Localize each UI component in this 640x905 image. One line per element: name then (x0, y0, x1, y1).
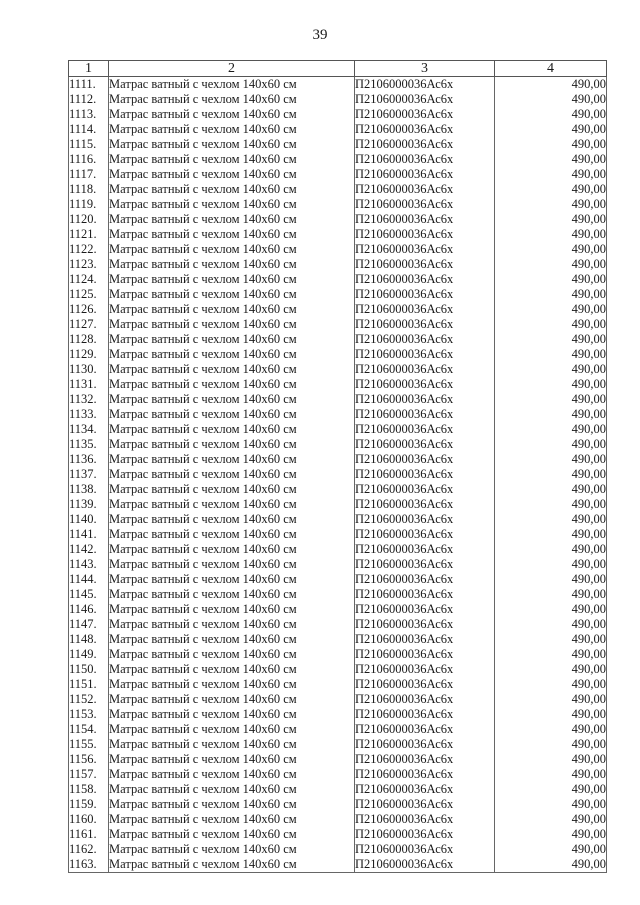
item-code: П2106000036Ас6х (355, 467, 495, 482)
item-price: 490,00 (495, 212, 607, 227)
table-row (69, 467, 607, 482)
column-header-3: 3 (355, 61, 495, 77)
item-price: 490,00 (495, 77, 607, 93)
item-price: 490,00 (495, 467, 607, 482)
row-number: 1117. (69, 167, 109, 182)
item-name: Матрас ватный с чехлом 140х60 см (109, 362, 355, 377)
table-row (69, 152, 607, 167)
item-code: П2106000036Ас6х (355, 182, 495, 197)
table-row (69, 707, 607, 722)
item-name: Матрас ватный с чехлом 140х60 см (109, 857, 355, 873)
row-number: 1113. (69, 107, 109, 122)
table-row (69, 722, 607, 737)
item-code: П2106000036Ас6х (355, 332, 495, 347)
item-name: Матрас ватный с чехлом 140х60 см (109, 497, 355, 512)
row-number: 1121. (69, 227, 109, 242)
item-price: 490,00 (495, 407, 607, 422)
item-name: Матрас ватный с чехлом 140х60 см (109, 347, 355, 362)
row-number: 1148. (69, 632, 109, 647)
item-name: Матрас ватный с чехлом 140х60 см (109, 842, 355, 857)
item-code: П2106000036Ас6х (355, 272, 495, 287)
item-code: П2106000036Ас6х (355, 677, 495, 692)
item-price: 490,00 (495, 437, 607, 452)
item-name: Матрас ватный с чехлом 140х60 см (109, 452, 355, 467)
table-row (69, 647, 607, 662)
item-code: П2106000036Ас6х (355, 497, 495, 512)
row-number: 1131. (69, 377, 109, 392)
item-name: Матрас ватный с чехлом 140х60 см (109, 587, 355, 602)
item-code: П2106000036Ас6х (355, 647, 495, 662)
item-name: Матрас ватный с чехлом 140х60 см (109, 287, 355, 302)
table-row (69, 302, 607, 317)
item-code: П2106000036Ас6х (355, 227, 495, 242)
row-number: 1132. (69, 392, 109, 407)
row-number: 1147. (69, 617, 109, 632)
table-row (69, 227, 607, 242)
table-row (69, 242, 607, 257)
item-code: П2106000036Ас6х (355, 617, 495, 632)
row-number: 1158. (69, 782, 109, 797)
row-number: 1118. (69, 182, 109, 197)
item-code: П2106000036Ас6х (355, 512, 495, 527)
table-row (69, 77, 607, 93)
item-code: П2106000036Ас6х (355, 572, 495, 587)
item-code: П2106000036Ас6х (355, 317, 495, 332)
item-name: Матрас ватный с чехлом 140х60 см (109, 632, 355, 647)
item-code: П2106000036Ас6х (355, 842, 495, 857)
row-number: 1124. (69, 272, 109, 287)
item-name: Матрас ватный с чехлом 140х60 см (109, 317, 355, 332)
row-number: 1128. (69, 332, 109, 347)
table-row (69, 692, 607, 707)
item-price: 490,00 (495, 92, 607, 107)
row-number: 1114. (69, 122, 109, 137)
item-name: Матрас ватный с чехлом 140х60 см (109, 377, 355, 392)
item-name: Матрас ватный с чехлом 140х60 см (109, 812, 355, 827)
item-price: 490,00 (495, 767, 607, 782)
item-code: П2106000036Ас6х (355, 257, 495, 272)
item-code: П2106000036Ас6х (355, 107, 495, 122)
row-number: 1111. (69, 77, 109, 93)
item-code: П2106000036Ас6х (355, 422, 495, 437)
table-row (69, 827, 607, 842)
row-number: 1135. (69, 437, 109, 452)
item-code: П2106000036Ас6х (355, 377, 495, 392)
item-price: 490,00 (495, 692, 607, 707)
item-name: Матрас ватный с чехлом 140х60 см (109, 242, 355, 257)
table-body (69, 77, 607, 873)
table-row (69, 452, 607, 467)
item-name: Матрас ватный с чехлом 140х60 см (109, 182, 355, 197)
item-name: Матрас ватный с чехлом 140х60 см (109, 602, 355, 617)
row-number: 1151. (69, 677, 109, 692)
item-name: Матрас ватный с чехлом 140х60 см (109, 512, 355, 527)
item-name: Матрас ватный с чехлом 140х60 см (109, 707, 355, 722)
row-number: 1154. (69, 722, 109, 737)
item-code: П2106000036Ас6х (355, 392, 495, 407)
item-price: 490,00 (495, 737, 607, 752)
row-number: 1157. (69, 767, 109, 782)
item-price: 490,00 (495, 542, 607, 557)
item-code: П2106000036Ас6х (355, 242, 495, 257)
table-row (69, 572, 607, 587)
item-price: 490,00 (495, 137, 607, 152)
item-price: 490,00 (495, 842, 607, 857)
item-name: Матрас ватный с чехлом 140х60 см (109, 77, 355, 93)
item-price: 490,00 (495, 227, 607, 242)
table-row (69, 587, 607, 602)
row-number: 1126. (69, 302, 109, 317)
item-name: Матрас ватный с чехлом 140х60 см (109, 167, 355, 182)
item-price: 490,00 (495, 797, 607, 812)
row-number: 1129. (69, 347, 109, 362)
item-code: П2106000036Ас6х (355, 197, 495, 212)
item-code: П2106000036Ас6х (355, 92, 495, 107)
item-name: Матрас ватный с чехлом 140х60 см (109, 392, 355, 407)
table-row (69, 737, 607, 752)
item-name: Матрас ватный с чехлом 140х60 см (109, 137, 355, 152)
page-number: 39 (312, 27, 328, 43)
item-code: П2106000036Ас6х (355, 812, 495, 827)
item-name: Матрас ватный с чехлом 140х60 см (109, 122, 355, 137)
row-number: 1143. (69, 557, 109, 572)
row-number: 1153. (69, 707, 109, 722)
row-number: 1134. (69, 422, 109, 437)
row-number: 1116. (69, 152, 109, 167)
item-code: П2106000036Ас6х (355, 137, 495, 152)
item-code: П2106000036Ас6х (355, 527, 495, 542)
item-code: П2106000036Ас6х (355, 287, 495, 302)
item-code: П2106000036Ас6х (355, 347, 495, 362)
item-code: П2106000036Ас6х (355, 302, 495, 317)
item-price: 490,00 (495, 362, 607, 377)
column-header-1: 1 (69, 61, 109, 77)
item-name: Матрас ватный с чехлом 140х60 см (109, 677, 355, 692)
item-price: 490,00 (495, 317, 607, 332)
item-code: П2106000036Ас6х (355, 407, 495, 422)
item-price: 490,00 (495, 647, 607, 662)
row-number: 1160. (69, 812, 109, 827)
table-row (69, 317, 607, 332)
item-code: П2106000036Ас6х (355, 767, 495, 782)
row-number: 1145. (69, 587, 109, 602)
table-row (69, 497, 607, 512)
item-price: 490,00 (495, 167, 607, 182)
table-row (69, 272, 607, 287)
item-code: П2106000036Ас6х (355, 152, 495, 167)
item-price: 490,00 (495, 152, 607, 167)
row-number: 1127. (69, 317, 109, 332)
column-header-4: 4 (495, 61, 607, 77)
table-row (69, 812, 607, 827)
table-row (69, 347, 607, 362)
item-price: 490,00 (495, 182, 607, 197)
inventory-table (68, 60, 607, 873)
table-row (69, 107, 607, 122)
table-row (69, 257, 607, 272)
item-name: Матрас ватный с чехлом 140х60 см (109, 572, 355, 587)
item-price: 490,00 (495, 677, 607, 692)
item-code: П2106000036Ас6х (355, 827, 495, 842)
item-code: П2106000036Ас6х (355, 482, 495, 497)
item-code: П2106000036Ас6х (355, 692, 495, 707)
item-name: Матрас ватный с чехлом 140х60 см (109, 542, 355, 557)
item-name: Матрас ватный с чехлом 140х60 см (109, 197, 355, 212)
item-price: 490,00 (495, 482, 607, 497)
item-price: 490,00 (495, 527, 607, 542)
row-number: 1162. (69, 842, 109, 857)
item-price: 490,00 (495, 197, 607, 212)
item-name: Матрас ватный с чехлом 140х60 см (109, 827, 355, 842)
table-row (69, 182, 607, 197)
table-row (69, 677, 607, 692)
item-price: 490,00 (495, 377, 607, 392)
item-price: 490,00 (495, 302, 607, 317)
item-price: 490,00 (495, 422, 607, 437)
table-row (69, 362, 607, 377)
item-code: П2106000036Ас6х (355, 662, 495, 677)
row-number: 1142. (69, 542, 109, 557)
table-row (69, 92, 607, 107)
item-price: 490,00 (495, 707, 607, 722)
row-number: 1156. (69, 752, 109, 767)
item-price: 490,00 (495, 722, 607, 737)
item-price: 490,00 (495, 452, 607, 467)
row-number: 1119. (69, 197, 109, 212)
table-row (69, 782, 607, 797)
item-code: П2106000036Ас6х (355, 632, 495, 647)
table-row (69, 392, 607, 407)
item-name: Матрас ватный с чехлом 140х60 см (109, 212, 355, 227)
item-code: П2106000036Ас6х (355, 452, 495, 467)
item-price: 490,00 (495, 287, 607, 302)
row-number: 1123. (69, 257, 109, 272)
row-number: 1125. (69, 287, 109, 302)
item-name: Матрас ватный с чехлом 140х60 см (109, 527, 355, 542)
item-price: 490,00 (495, 257, 607, 272)
table-row (69, 407, 607, 422)
item-price: 490,00 (495, 347, 607, 362)
item-price: 490,00 (495, 512, 607, 527)
item-price: 490,00 (495, 587, 607, 602)
row-number: 1115. (69, 137, 109, 152)
item-price: 490,00 (495, 662, 607, 677)
table-row (69, 752, 607, 767)
item-name: Матрас ватный с чехлом 140х60 см (109, 797, 355, 812)
item-name: Матрас ватный с чехлом 140х60 см (109, 647, 355, 662)
item-name: Матрас ватный с чехлом 140х60 см (109, 752, 355, 767)
item-code: П2106000036Ас6х (355, 77, 495, 93)
row-number: 1122. (69, 242, 109, 257)
table-row (69, 287, 607, 302)
item-code: П2106000036Ас6х (355, 602, 495, 617)
table-row (69, 482, 607, 497)
item-code: П2106000036Ас6х (355, 752, 495, 767)
item-name: Матрас ватный с чехлом 140х60 см (109, 302, 355, 317)
item-price: 490,00 (495, 272, 607, 287)
row-number: 1152. (69, 692, 109, 707)
table-row (69, 122, 607, 137)
item-price: 490,00 (495, 392, 607, 407)
item-price: 490,00 (495, 572, 607, 587)
table-row (69, 842, 607, 857)
item-name: Матрас ватный с чехлом 140х60 см (109, 557, 355, 572)
table-row (69, 797, 607, 812)
table-row (69, 557, 607, 572)
item-price: 490,00 (495, 107, 607, 122)
item-price: 490,00 (495, 617, 607, 632)
item-name: Матрас ватный с чехлом 140х60 см (109, 782, 355, 797)
item-name: Матрас ватный с чехлом 140х60 см (109, 152, 355, 167)
item-code: П2106000036Ас6х (355, 122, 495, 137)
column-header-2: 2 (109, 61, 355, 77)
item-price: 490,00 (495, 332, 607, 347)
table-row (69, 602, 607, 617)
row-number: 1130. (69, 362, 109, 377)
item-code: П2106000036Ас6х (355, 212, 495, 227)
table-row (69, 857, 607, 873)
item-name: Матрас ватный с чехлом 140х60 см (109, 482, 355, 497)
item-name: Матрас ватный с чехлом 140х60 см (109, 767, 355, 782)
item-name: Матрас ватный с чехлом 140х60 см (109, 662, 355, 677)
item-price: 490,00 (495, 557, 607, 572)
row-number: 1149. (69, 647, 109, 662)
row-number: 1150. (69, 662, 109, 677)
item-price: 490,00 (495, 497, 607, 512)
table-row (69, 167, 607, 182)
item-name: Матрас ватный с чехлом 140х60 см (109, 257, 355, 272)
row-number: 1161. (69, 827, 109, 842)
item-name: Матрас ватный с чехлом 140х60 см (109, 407, 355, 422)
item-name: Матрас ватный с чехлом 140х60 см (109, 107, 355, 122)
item-price: 490,00 (495, 122, 607, 137)
item-price: 490,00 (495, 782, 607, 797)
row-number: 1163. (69, 857, 109, 873)
item-name: Матрас ватный с чехлом 140х60 см (109, 722, 355, 737)
table-row (69, 542, 607, 557)
item-code: П2106000036Ас6х (355, 857, 495, 873)
item-price: 490,00 (495, 812, 607, 827)
item-price: 490,00 (495, 827, 607, 842)
item-code: П2106000036Ас6х (355, 167, 495, 182)
row-number: 1137. (69, 467, 109, 482)
item-code: П2106000036Ас6х (355, 797, 495, 812)
row-number: 1133. (69, 407, 109, 422)
table-row (69, 197, 607, 212)
table-row (69, 662, 607, 677)
row-number: 1159. (69, 797, 109, 812)
row-number: 1136. (69, 452, 109, 467)
row-number: 1155. (69, 737, 109, 752)
row-number: 1120. (69, 212, 109, 227)
item-code: П2106000036Ас6х (355, 587, 495, 602)
item-name: Матрас ватный с чехлом 140х60 см (109, 332, 355, 347)
table-row (69, 527, 607, 542)
table-row (69, 632, 607, 647)
item-price: 490,00 (495, 857, 607, 873)
item-name: Матрас ватный с чехлом 140х60 см (109, 437, 355, 452)
item-name: Матрас ватный с чехлом 140х60 см (109, 467, 355, 482)
table-row (69, 767, 607, 782)
table-row (69, 377, 607, 392)
header-row (69, 61, 607, 77)
table-row (69, 212, 607, 227)
item-code: П2106000036Ас6х (355, 707, 495, 722)
item-name: Матрас ватный с чехлом 140х60 см (109, 617, 355, 632)
row-number: 1140. (69, 512, 109, 527)
item-name: Матрас ватный с чехлом 140х60 см (109, 92, 355, 107)
item-name: Матрас ватный с чехлом 140х60 см (109, 692, 355, 707)
item-code: П2106000036Ас6х (355, 737, 495, 752)
item-price: 490,00 (495, 632, 607, 647)
item-code: П2106000036Ас6х (355, 557, 495, 572)
row-number: 1144. (69, 572, 109, 587)
item-code: П2106000036Ас6х (355, 722, 495, 737)
item-code: П2106000036Ас6х (355, 782, 495, 797)
row-number: 1138. (69, 482, 109, 497)
table-row (69, 137, 607, 152)
row-number: 1146. (69, 602, 109, 617)
item-name: Матрас ватный с чехлом 140х60 см (109, 272, 355, 287)
table-row (69, 512, 607, 527)
item-name: Матрас ватный с чехлом 140х60 см (109, 227, 355, 242)
table-row (69, 437, 607, 452)
row-number: 1139. (69, 497, 109, 512)
table-row (69, 617, 607, 632)
item-code: П2106000036Ас6х (355, 542, 495, 557)
table-row (69, 332, 607, 347)
item-name: Матрас ватный с чехлом 140х60 см (109, 737, 355, 752)
item-code: П2106000036Ас6х (355, 437, 495, 452)
item-code: П2106000036Ас6х (355, 362, 495, 377)
row-number: 1141. (69, 527, 109, 542)
table-row (69, 422, 607, 437)
item-price: 490,00 (495, 602, 607, 617)
item-price: 490,00 (495, 752, 607, 767)
item-price: 490,00 (495, 242, 607, 257)
row-number: 1112. (69, 92, 109, 107)
item-name: Матрас ватный с чехлом 140х60 см (109, 422, 355, 437)
